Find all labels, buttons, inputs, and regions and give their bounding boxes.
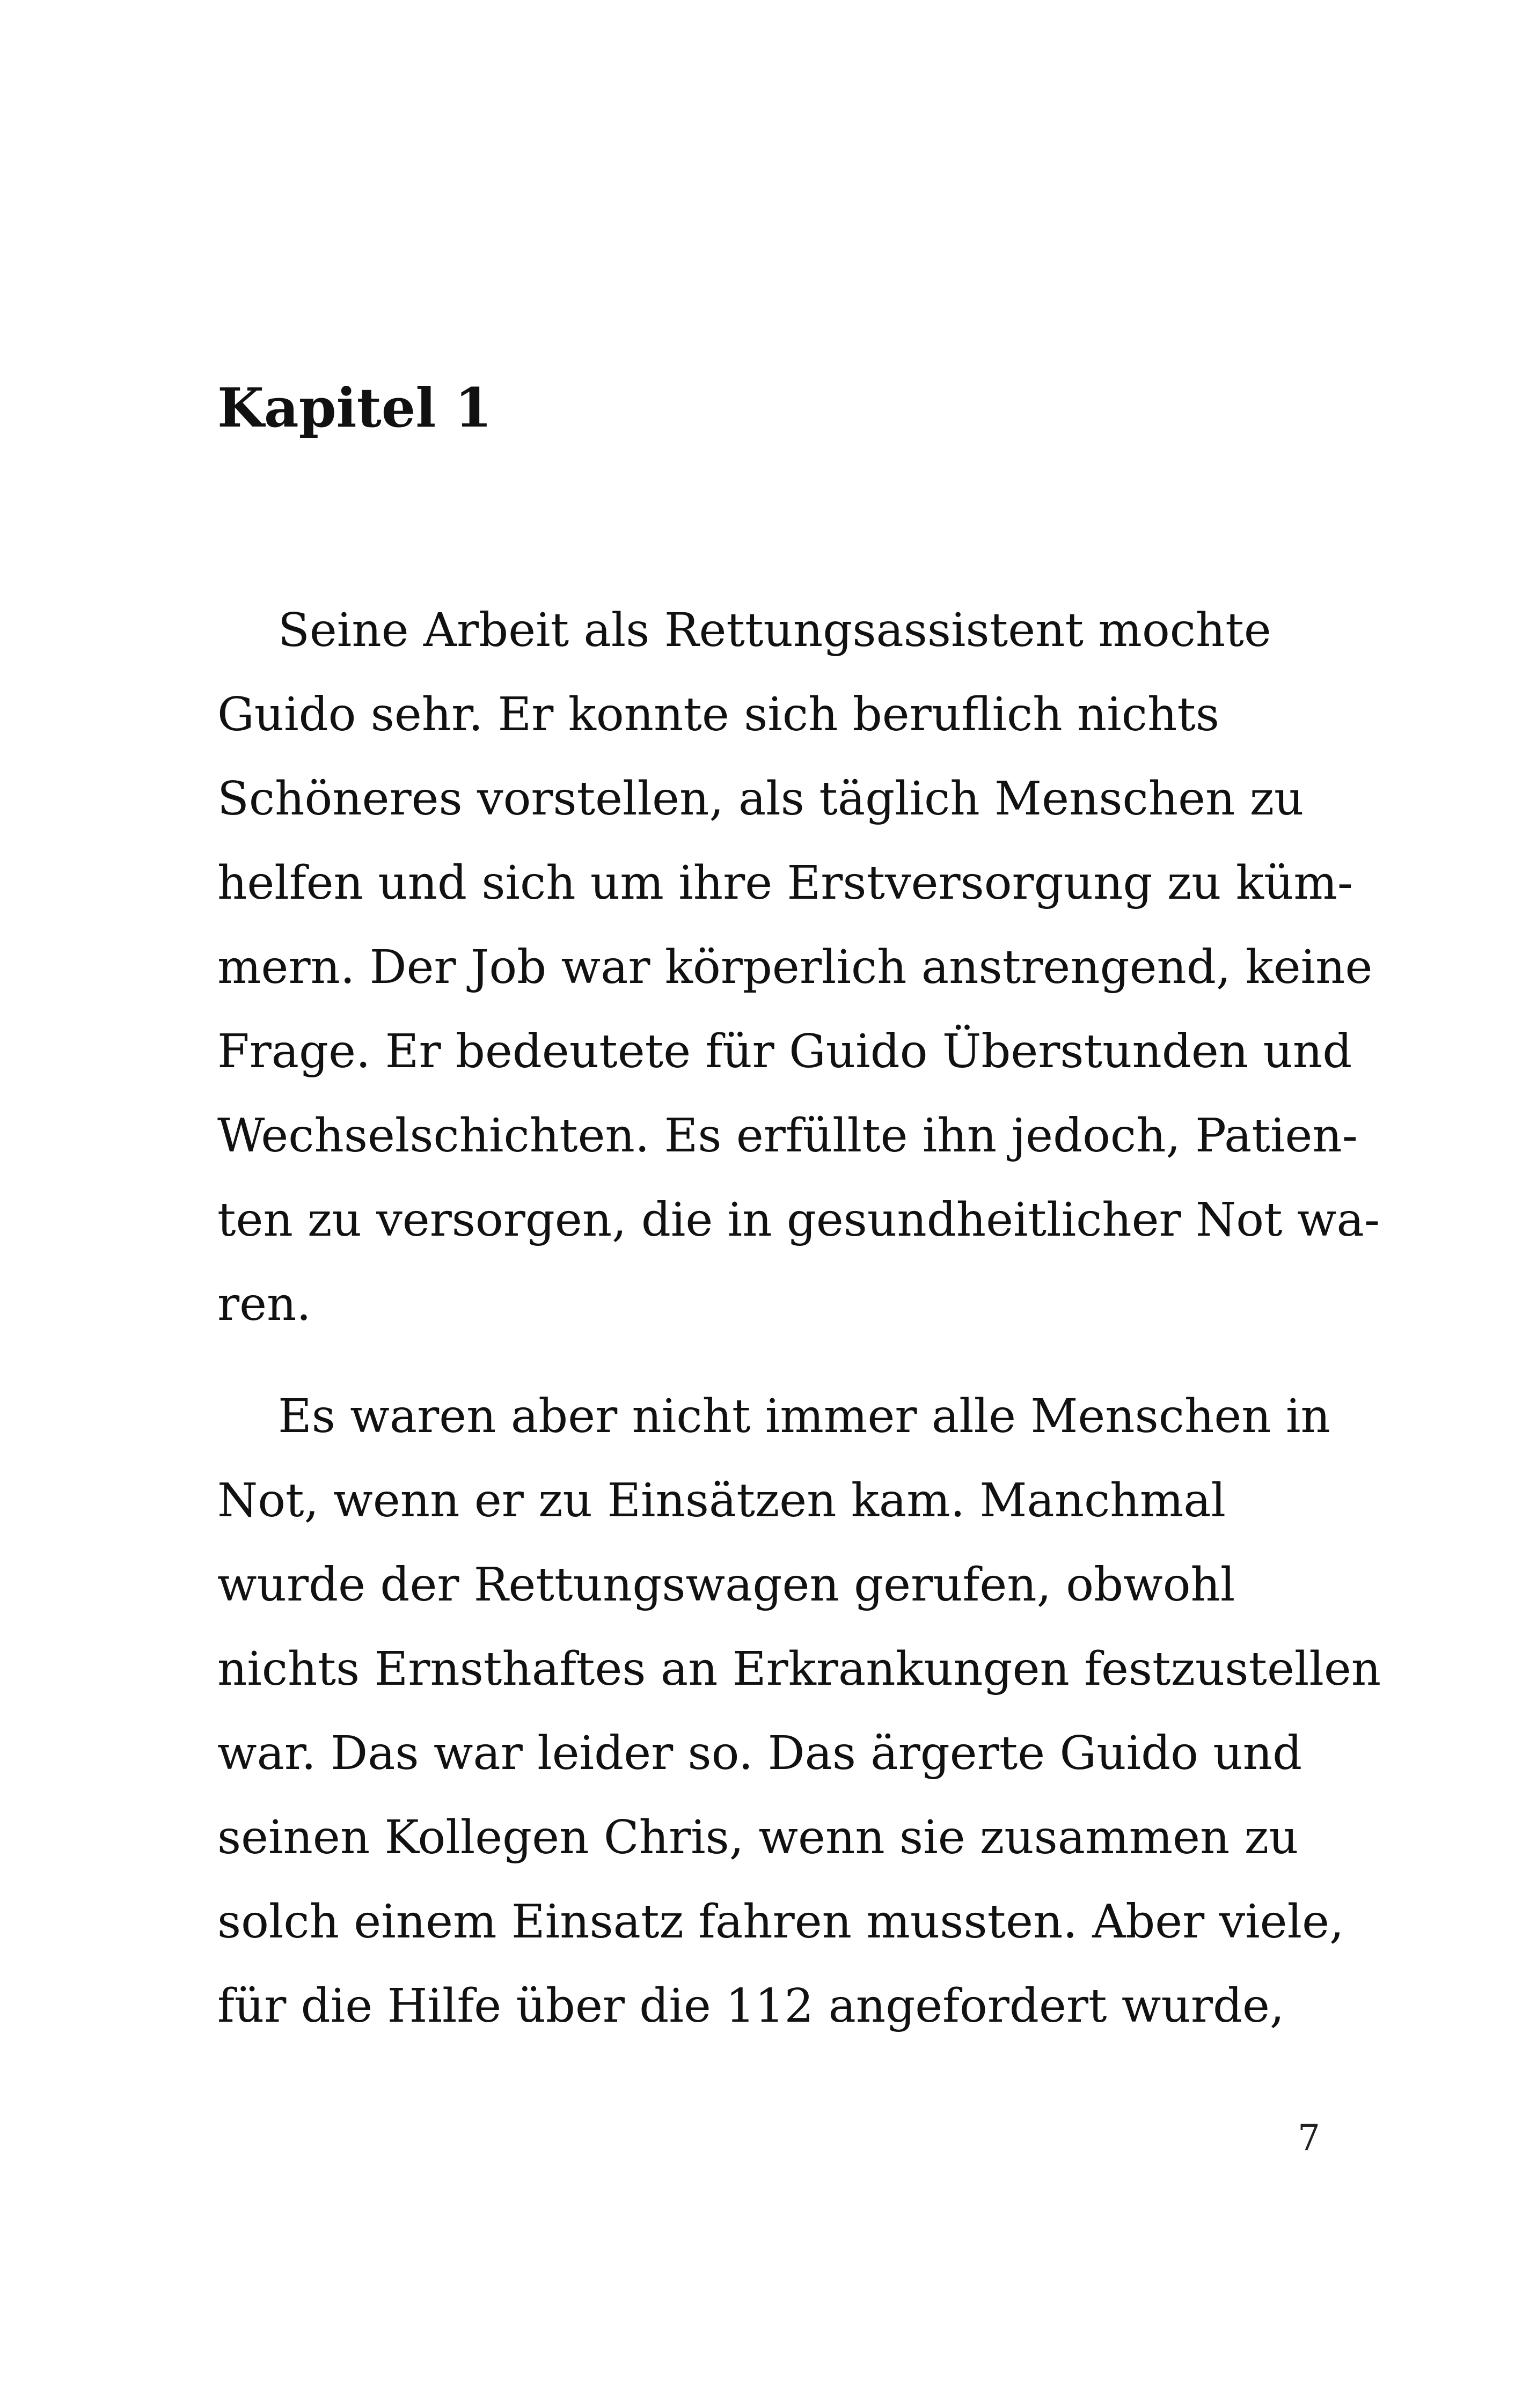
paragraph-line: ren. (217, 1278, 311, 1331)
paragraph-line: helfen und sich um ihre Erstversorgung zu küm- (217, 856, 1353, 910)
paragraph-line: solch einem Einsatz fahren mussten. Aber viele, (217, 1895, 1344, 1949)
paragraph-line: Not, wenn er zu Einsätzen kam. Manchmal (217, 1474, 1226, 1528)
paragraph-line: wurde der Rettungswagen gerufen, obwohl (217, 1558, 1235, 1612)
paragraph-line: mern. Der Job war körperlich anstrengend, keine (217, 941, 1373, 994)
paragraph-line: Wechselschichten. Es erfüllte ihn jedoch, Patien- (217, 1109, 1358, 1163)
paragraph-line: Guido sehr. Er konnte sich beruflich nichts (217, 688, 1220, 742)
paragraph-line: nichts Ernsthaftes an Erkrankungen festzustellen (217, 1642, 1381, 1696)
chapter-title: Kapitel 1 (217, 376, 492, 439)
paragraph-line: ten zu versorgen, die in gesundheitlicher Not wa- (217, 1193, 1380, 1247)
paragraph-line: Schöneres vorstellen, als täglich Menschen zu (217, 772, 1304, 826)
paragraph-line: für die Hilfe über die 112 angefordert wurde, (217, 1979, 1285, 2033)
paragraph-line: Es waren aber nicht immer alle Menschen in (278, 1390, 1330, 1443)
paragraph-line: seinen Kollegen Chris, wenn sie zusammen zu (217, 1811, 1299, 1864)
paragraph-line: war. Das war leider so. Das ärgerte Guido und (217, 1727, 1303, 1780)
paragraph-line: Frage. Er bedeutete für Guido Überstunden und (217, 1025, 1352, 1078)
page-number: 7 (1298, 2117, 1320, 2159)
paragraph-line: Seine Arbeit als Rettungsassistent mochte (278, 604, 1271, 657)
